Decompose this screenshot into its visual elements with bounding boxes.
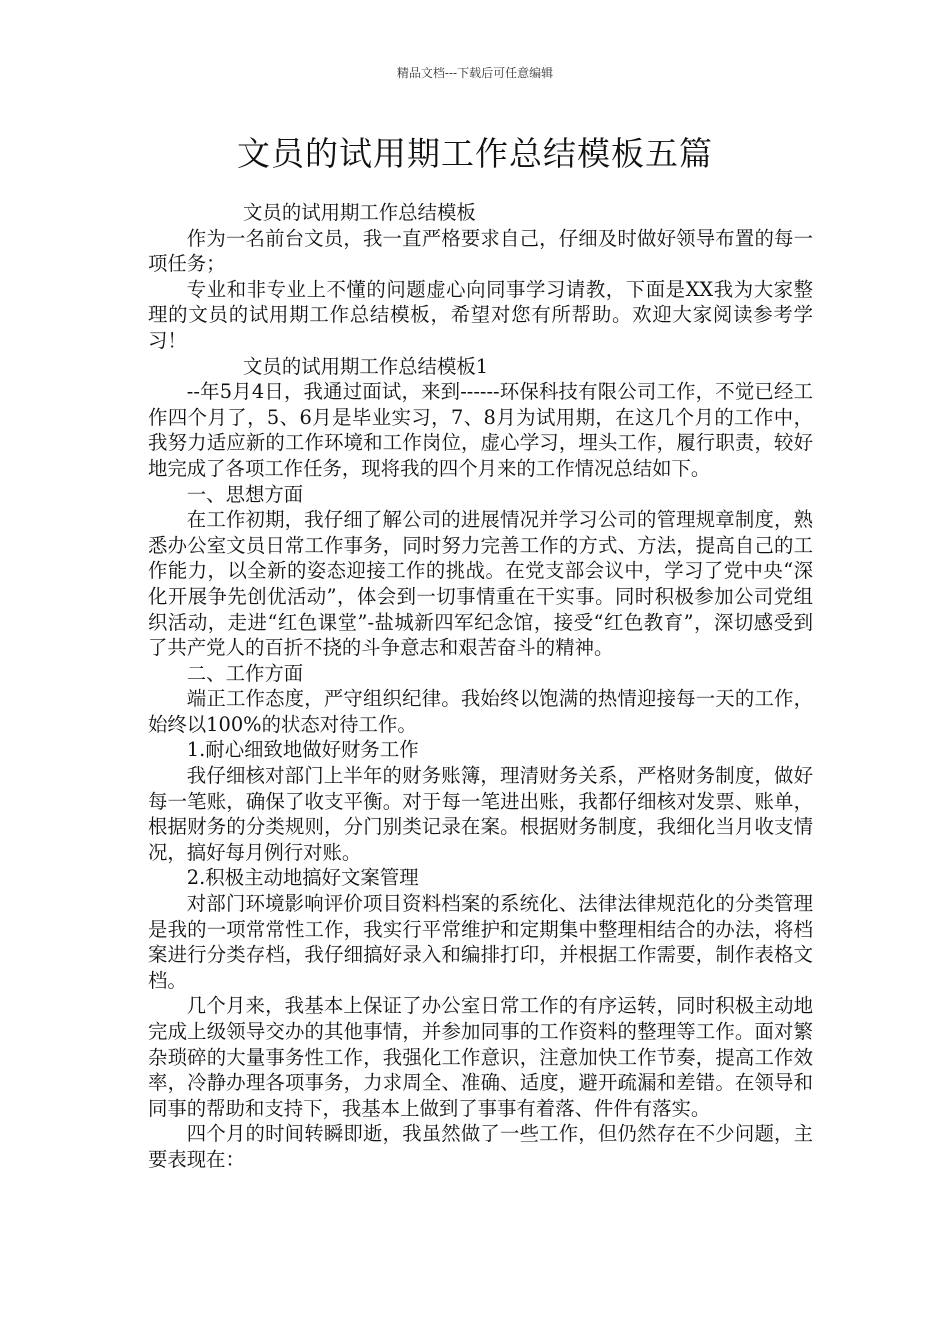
paragraph-heading: 1.耐心细致地做好财务工作 (186, 738, 419, 762)
paragraph: 专业和非专业上不懂的问题虚心向同事学习请教，下面是XX我为大家整理的文员的试用期工作总结模板，希望对您有所帮助。欢迎大家阅读参考学习！ (148, 277, 813, 352)
paragraph: --年5月4日，我通过面试，来到------环保科技有限公司工作，不觉已经工作四个月了，5、6月是毕业实习，7、8月为试用期，在这几个月的工作中，我努力适应新的工作环境和工作岗位，虚心学习，埋头工作，履行职责，较好地完成了各项工作任务，现将我的四个月来的工作情况总结如下。 (148, 380, 813, 480)
paragraph-heading: 二、工作方面 (186, 661, 304, 685)
paragraph-heading: 一、思想方面 (186, 482, 304, 506)
paragraph: 四个月的时间转瞬即逝，我虽然做了一些工作，但仍然存在不少问题，主要表现在： (148, 1122, 813, 1171)
paragraph: 作为一名前台文员，我一直严格要求自己，仔细及时做好领导布置的每一项任务； (148, 226, 813, 276)
paragraph: 我仔细核对部门上半年的财务账簿，理清财务关系，严格财务制度，做好每一笔账，确保了收支平衡。对于每一笔进出账，我都仔细核对发票、账单，根据财务的分类规则，分门别类记录在案。根据财务制度，我细化当月收支情况，搞好每月例行对账。 (148, 764, 813, 864)
paragraph: 端正工作态度，严守组织纪律。我始终以饱满的热情迎接每一天的工作，始终以100%的状态对待工作。 (148, 687, 813, 736)
paragraph-heading: 2.积极主动地搞好文案管理 (186, 866, 419, 890)
section-heading: 文员的试用期工作总结模板 (243, 201, 476, 224)
document-title: 文员的试用期工作总结模板五篇 (237, 134, 713, 173)
paragraph: 几个月来，我基本上保证了办公室日常工作的有序运转，同时积极主动地完成上级领导交办的其他事情，并参加同事的工作资料的整理等工作。面对繁杂琐碎的大量事务性工作，我强化工作意识，注意加快工作节奏，提高工作效率，冷静办理各项事务，力求周全、准确、适度，避开疏漏和差错。在领导和同事的帮助和支持下，我基本上做到了事事有着落、件件有落实。 (148, 994, 813, 1120)
section-heading: 文员的试用期工作总结模板1 (243, 354, 489, 378)
document-body (148, 200, 813, 1173)
paragraph: 对部门环境影响评价项目资料档案的系统化、法律法律规范化的分类管理是我的一项常常性工作，我实行平常维护和定期集中整理相结合的办法，将档案进行分类存档，我仔细搞好录入和编排打印，并根据工作需要，制作表格文档。 (148, 892, 813, 992)
paragraph: 在工作初期，我仔细了解公司的进展情况并学习公司的管理规章制度，熟悉办公室文员日常工作事务，同时努力完善工作的方式、方法，提高自己的工作能力，以全新的姿态迎接工作的挑战。在党支部会议中，学习了党中央“深化开展争先创优活动”，体会到一切事情重在干实事。同时积极参加公司党组织活动，走进“红色课堂”-盐城新四军纪念馆，接受“红色教育”，深切感受到了共产党人的百折不挠的斗争意志和艰苦奋斗的精神。 (148, 508, 813, 660)
page-header: 精品文档---下载后可任意编辑 (396, 66, 554, 80)
